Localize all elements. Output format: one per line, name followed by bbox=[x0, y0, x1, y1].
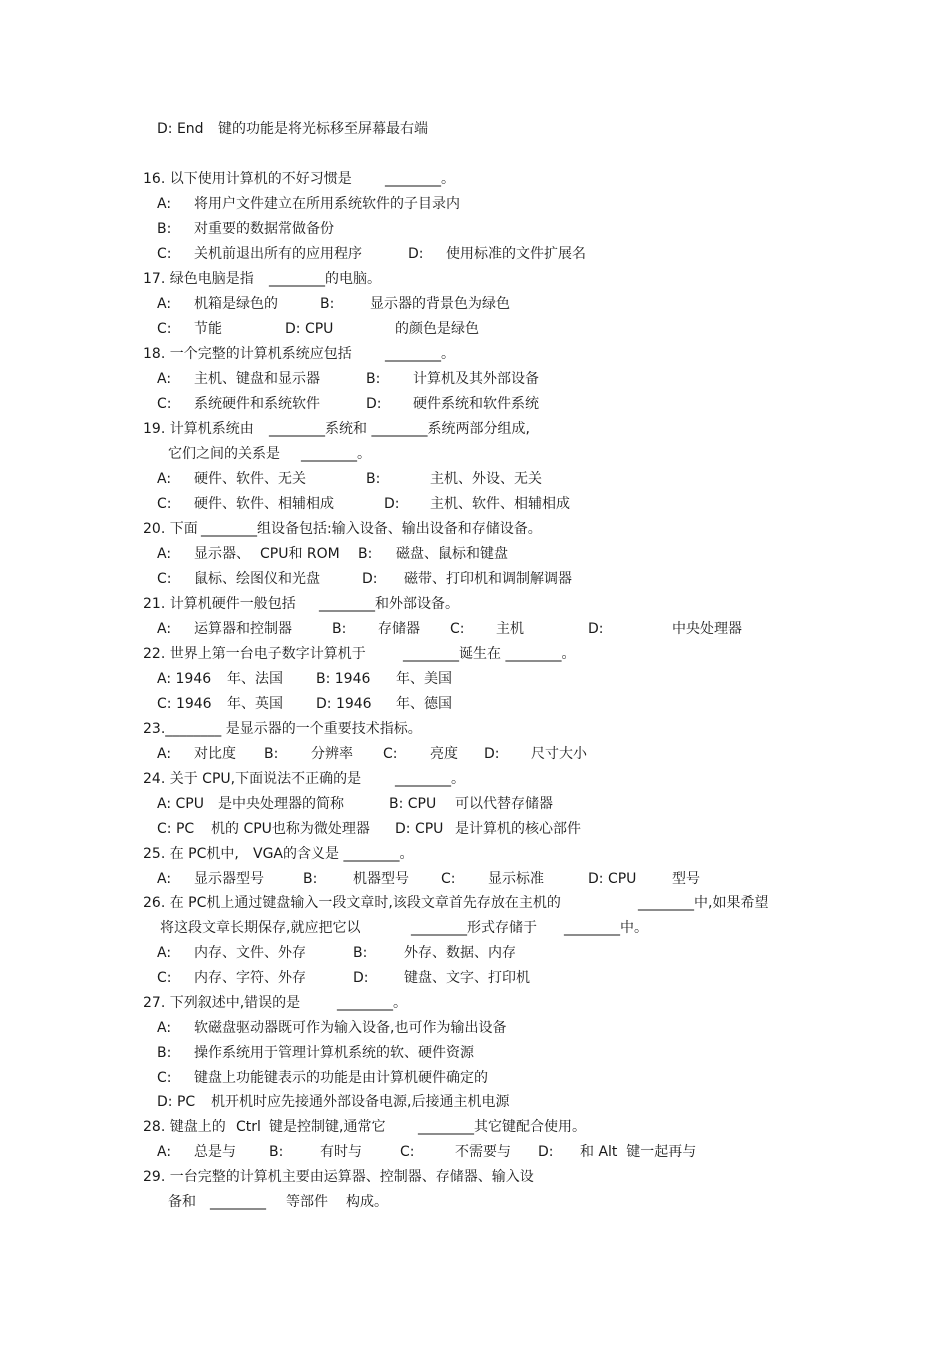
text-segment: B: bbox=[366, 471, 381, 487]
text-segment: C: bbox=[450, 621, 465, 637]
text-segment: 键的功能是将光标移至屏幕最右端 bbox=[218, 121, 428, 137]
text-segment: 和 Alt 键一起再与 bbox=[580, 1144, 697, 1160]
text-segment: 存储器 bbox=[378, 621, 420, 637]
question-line bbox=[0, 345, 950, 363]
text-segment: C: bbox=[400, 1144, 415, 1160]
text-segment: ________形式存储于 bbox=[411, 920, 537, 936]
text-segment: B: bbox=[358, 546, 373, 562]
text-segment: 对比度 bbox=[194, 746, 236, 762]
option-line bbox=[0, 120, 950, 138]
text-segment: D: bbox=[484, 746, 500, 762]
text-segment: D: bbox=[366, 396, 382, 412]
text-segment: 主机、软件、相辅相成 bbox=[430, 496, 570, 512]
text-segment: A: bbox=[157, 1020, 172, 1036]
text-segment: 运算器和控制器 bbox=[194, 621, 292, 637]
text-segment: 主机 bbox=[496, 621, 524, 637]
text-segment: A: bbox=[157, 1144, 172, 1160]
question-line bbox=[0, 1168, 950, 1186]
question-line bbox=[0, 919, 950, 937]
option-line bbox=[0, 695, 950, 713]
text-segment: 构成。 bbox=[346, 1194, 388, 1210]
text-segment: 年、法国 bbox=[227, 671, 283, 687]
text-segment: 24. 关于 CPU,下面说法不正确的是 bbox=[143, 771, 362, 787]
text-segment: B: bbox=[303, 871, 318, 887]
text-segment: 23.________ 是显示器的一个重要技术指标。 bbox=[143, 721, 422, 737]
text-segment: 尺寸大小 bbox=[531, 746, 587, 762]
text-segment: 是中央处理器的简称 bbox=[218, 796, 344, 812]
text-segment: 硬件系统和软件系统 bbox=[413, 396, 539, 412]
option-line bbox=[0, 1143, 950, 1161]
text-segment: 亮度 bbox=[430, 746, 458, 762]
text-segment: 使用标准的文件扩展名 bbox=[446, 246, 586, 262]
text-segment: ________。 bbox=[385, 346, 455, 362]
text-segment: D: bbox=[538, 1144, 554, 1160]
option-line bbox=[0, 320, 950, 338]
text-segment: 内存、字符、外存 bbox=[194, 970, 306, 986]
text-segment: 显示器、 bbox=[194, 546, 250, 562]
text-segment: B: CPU bbox=[389, 796, 437, 812]
option-line bbox=[0, 1069, 950, 1087]
option-line bbox=[0, 745, 950, 763]
text-segment: 将这段文章长期保存,就应把它以 bbox=[160, 920, 361, 936]
text-segment: 18. 一个完整的计算机系统应包括 bbox=[143, 346, 352, 362]
text-segment: 系统硬件和系统软件 bbox=[194, 396, 320, 412]
text-segment: C: bbox=[383, 746, 398, 762]
text-segment: 年、德国 bbox=[396, 696, 452, 712]
text-segment: 关机前退出所有的应用程序 bbox=[194, 246, 362, 262]
text-segment: 26. 在 PC机上通过键盘输入一段文章时,该段文章首先存放在主机的 bbox=[143, 895, 561, 911]
question-line bbox=[0, 595, 950, 613]
text-segment: D: bbox=[353, 970, 369, 986]
text-segment: A: bbox=[157, 871, 172, 887]
text-segment: D: CPU bbox=[395, 821, 444, 837]
option-line bbox=[0, 1044, 950, 1062]
text-segment: 25. 在 PC机中, bbox=[143, 846, 239, 862]
text-segment: C: bbox=[441, 871, 456, 887]
text-segment: A: CPU bbox=[157, 796, 204, 812]
text-segment: C: PC bbox=[157, 821, 195, 837]
text-segment: 显示器的背景色为绿色 bbox=[370, 296, 510, 312]
text-segment: ________。 bbox=[337, 995, 407, 1011]
text-segment: A: bbox=[157, 196, 172, 212]
text-segment: 计算机及其外部设备 bbox=[413, 371, 539, 387]
text-segment: A: bbox=[157, 296, 172, 312]
text-segment: 机的 CPU也称为微处理器 bbox=[211, 821, 370, 837]
option-line bbox=[0, 570, 950, 588]
text-segment: ________ bbox=[210, 1194, 266, 1210]
option-line bbox=[0, 1019, 950, 1037]
text-segment: 20. 下面 bbox=[143, 521, 198, 537]
question-line bbox=[0, 1118, 950, 1136]
text-segment: B: bbox=[269, 1144, 284, 1160]
option-line bbox=[0, 820, 950, 838]
question-line bbox=[0, 445, 950, 463]
text-segment: 硬件、软件、相辅相成 bbox=[194, 496, 334, 512]
text-segment: D: bbox=[384, 496, 400, 512]
text-segment: ________。 bbox=[385, 171, 455, 187]
text-segment: 的颜色是绿色 bbox=[395, 321, 479, 337]
text-segment: D: CPU bbox=[588, 871, 637, 887]
text-segment: D: bbox=[588, 621, 604, 637]
text-segment: ________组设备包括:输入设备、输出设备和存储设备。 bbox=[201, 521, 542, 537]
text-segment: 内存、文件、外存 bbox=[194, 945, 306, 961]
text-segment: D: bbox=[408, 246, 424, 262]
text-segment: 机箱是绿色的 bbox=[194, 296, 278, 312]
question-line bbox=[0, 270, 950, 288]
text-segment: 等部件 bbox=[286, 1194, 328, 1210]
question-line bbox=[0, 170, 950, 188]
text-segment: 对重要的数据常做备份 bbox=[194, 221, 334, 237]
text-segment: ________诞生在 ________。 bbox=[403, 646, 576, 662]
text-segment: ________中。 bbox=[564, 920, 648, 936]
text-segment: ________系统和 ________系统两部分组成, bbox=[269, 421, 530, 437]
text-segment: D: PC bbox=[157, 1094, 196, 1110]
text-segment: C: 1946 bbox=[157, 696, 212, 712]
text-segment: C: bbox=[157, 246, 172, 262]
text-segment: B: bbox=[320, 296, 335, 312]
text-segment: 磁带、打印机和调制解调器 bbox=[404, 571, 572, 587]
text-segment: 操作系统用于管理计算机系统的软、硬件资源 bbox=[194, 1045, 474, 1061]
text-segment: A: bbox=[157, 371, 172, 387]
text-segment: ________。 bbox=[301, 446, 371, 462]
text-segment: 节能 bbox=[194, 321, 222, 337]
text-segment: A: 1946 bbox=[157, 671, 212, 687]
text-segment: ________。 bbox=[395, 771, 465, 787]
text-segment: D: 1946 bbox=[316, 696, 372, 712]
text-segment: 主机、外设、无关 bbox=[430, 471, 542, 487]
text-segment: B: bbox=[264, 746, 279, 762]
text-segment: 年、美国 bbox=[396, 671, 452, 687]
text-segment: 软磁盘驱动器既可作为输入设备,也可作为输出设备 bbox=[194, 1020, 507, 1036]
question-line bbox=[0, 645, 950, 663]
option-line bbox=[0, 220, 950, 238]
text-segment: 19. 计算机系统由 bbox=[143, 421, 254, 437]
text-segment: C: bbox=[157, 970, 172, 986]
text-segment: A: bbox=[157, 746, 172, 762]
text-segment: 备和 bbox=[168, 1194, 196, 1210]
option-line bbox=[0, 545, 950, 563]
text-segment: 键盘上功能键表示的功能是由计算机硬件确定的 bbox=[194, 1070, 488, 1086]
option-line bbox=[0, 370, 950, 388]
text-segment: 22. 世界上第一台电子数字计算机于 bbox=[143, 646, 366, 662]
text-segment: D: End bbox=[157, 121, 204, 137]
question-line bbox=[0, 770, 950, 788]
option-line bbox=[0, 470, 950, 488]
text-segment: 总是与 bbox=[194, 1144, 236, 1160]
text-segment: B: bbox=[353, 945, 368, 961]
option-line bbox=[0, 670, 950, 688]
text-segment: 年、英国 bbox=[227, 696, 283, 712]
question-line bbox=[0, 894, 950, 912]
text-segment: 鼠标、绘图仪和光盘 bbox=[194, 571, 320, 587]
text-segment: 中央处理器 bbox=[672, 621, 742, 637]
text-segment: 17. 绿色电脑是指 bbox=[143, 271, 254, 287]
text-segment: VGA的含义是 ________。 bbox=[253, 846, 414, 862]
option-line bbox=[0, 969, 950, 987]
text-segment: 28. 键盘上的 bbox=[143, 1119, 226, 1135]
text-segment: A: bbox=[157, 945, 172, 961]
question-line bbox=[0, 520, 950, 538]
option-line bbox=[0, 295, 950, 313]
text-segment: ________的电脑。 bbox=[269, 271, 381, 287]
question-line bbox=[0, 420, 950, 438]
text-segment: 机器型号 bbox=[353, 871, 409, 887]
text-segment: D: CPU bbox=[285, 321, 334, 337]
text-segment: 键盘、文字、打印机 bbox=[404, 970, 530, 986]
text-segment: A: bbox=[157, 621, 172, 637]
text-segment: B: bbox=[332, 621, 347, 637]
text-segment: B: bbox=[366, 371, 381, 387]
text-segment: 磁盘、鼠标和键盘 bbox=[396, 546, 508, 562]
option-line bbox=[0, 245, 950, 263]
text-segment: C: bbox=[157, 496, 172, 512]
text-segment: C: bbox=[157, 1070, 172, 1086]
text-segment: C: bbox=[157, 321, 172, 337]
text-segment: 外存、数据、内存 bbox=[404, 945, 516, 961]
text-segment: CPU和 ROM bbox=[260, 546, 340, 562]
text-segment: C: bbox=[157, 396, 172, 412]
question-line bbox=[0, 1193, 950, 1211]
text-segment: 显示器型号 bbox=[194, 871, 264, 887]
text-segment: B: 1946 bbox=[316, 671, 371, 687]
question-line bbox=[0, 845, 950, 863]
text-segment: 21. 计算机硬件一般包括 bbox=[143, 596, 296, 612]
text-segment: 它们之间的关系是 bbox=[168, 446, 280, 462]
question-line bbox=[0, 994, 950, 1012]
text-segment: B: bbox=[157, 221, 172, 237]
text-segment: 是计算机的核心部件 bbox=[455, 821, 581, 837]
question-line bbox=[0, 720, 950, 738]
text-segment: 16. 以下使用计算机的不好习惯是 bbox=[143, 171, 352, 187]
option-line bbox=[0, 795, 950, 813]
option-line bbox=[0, 395, 950, 413]
text-segment: 可以代替存储器 bbox=[455, 796, 553, 812]
text-segment: 将用户文件建立在所用系统软件的子目录内 bbox=[194, 196, 460, 212]
option-line bbox=[0, 195, 950, 213]
text-segment: A: bbox=[157, 471, 172, 487]
text-segment: 27. 下列叙述中,错误的是 bbox=[143, 995, 301, 1011]
option-line bbox=[0, 870, 950, 888]
text-segment: 机开机时应先接通外部设备电源,后接通主机电源 bbox=[211, 1094, 510, 1110]
text-segment: C: bbox=[157, 571, 172, 587]
text-segment: ________其它键配合使用。 bbox=[418, 1119, 586, 1135]
text-segment: 29. 一台完整的计算机主要由运算器、控制器、存储器、输入设 bbox=[143, 1169, 534, 1185]
option-line bbox=[0, 944, 950, 962]
text-segment: 显示标准 bbox=[488, 871, 544, 887]
text-segment: Ctrl bbox=[236, 1119, 261, 1135]
text-segment: 有时与 bbox=[320, 1144, 362, 1160]
text-segment: ________中,如果希望 bbox=[638, 895, 769, 911]
option-line bbox=[0, 495, 950, 513]
text-segment: 键是控制键,通常它 bbox=[269, 1119, 386, 1135]
text-segment: 型号 bbox=[672, 871, 700, 887]
text-segment: D: bbox=[362, 571, 378, 587]
option-line bbox=[0, 1093, 950, 1111]
option-line bbox=[0, 620, 950, 638]
text-segment: A: bbox=[157, 546, 172, 562]
text-segment: 不需要与 bbox=[455, 1144, 511, 1160]
text-segment: 分辨率 bbox=[311, 746, 353, 762]
text-segment: 硬件、软件、无关 bbox=[194, 471, 306, 487]
text-segment: 主机、键盘和显示器 bbox=[194, 371, 320, 387]
text-segment: B: bbox=[157, 1045, 172, 1061]
text-segment: ________和外部设备。 bbox=[319, 596, 459, 612]
